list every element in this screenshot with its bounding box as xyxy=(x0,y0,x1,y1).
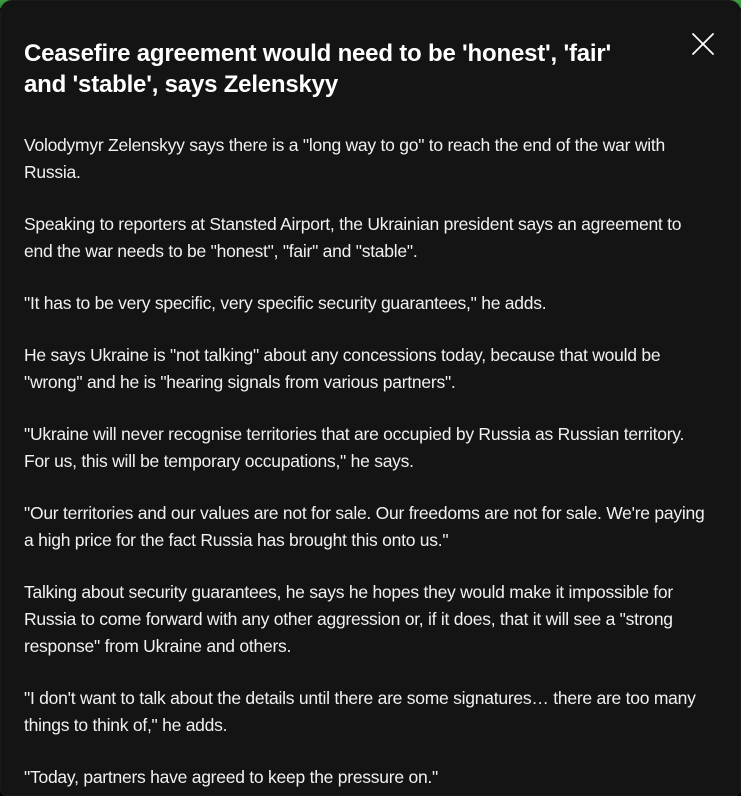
article-body xyxy=(24,132,717,791)
article-headline: Ceasefire agreement would need to be 'honest', 'fair' and 'stable', says Zelenskyy xyxy=(24,40,612,98)
article-paragraph: Talking about security guarantees, he says he hopes they would make it impossible for Russia to come forward with any other aggression or, if it does, that it will see a "strong response" from Ukraine and others. xyxy=(24,582,673,656)
article-paragraph: Volodymyr Zelenskyy says there is a "long way to go" to reach the end of the war with Russia. xyxy=(24,135,665,182)
close-icon xyxy=(690,31,716,57)
article-paragraph: Speaking to reporters at Stansted Airport, the Ukrainian president says an agreement to end the war needs to be "honest", "fair" and "stable". xyxy=(24,214,682,261)
article-paragraph: "I don't want to talk about the details until there are some signatures… there are too many things to think of," he adds. xyxy=(24,688,696,735)
article-paragraph: "Our territories and our values are not for sale. Our freedoms are not for sale. We're paying a high price for the fact Russia has brought this onto us." xyxy=(24,503,705,550)
article-paragraph: "Ukraine will never recognise territories that are occupied by Russia as Russian territory. For us, this will be temporary occupations," he says. xyxy=(24,424,685,471)
article-paragraph: He says Ukraine is "not talking" about any concessions today, because that would be "wrong" and he is "hearing signals from various partners". xyxy=(24,345,661,392)
close-button[interactable] xyxy=(681,22,725,66)
article-paragraph: "It has to be very specific, very specific security guarantees," he adds. xyxy=(24,293,547,313)
article-paragraph: "Today, partners have agreed to keep the pressure on." xyxy=(24,767,439,787)
